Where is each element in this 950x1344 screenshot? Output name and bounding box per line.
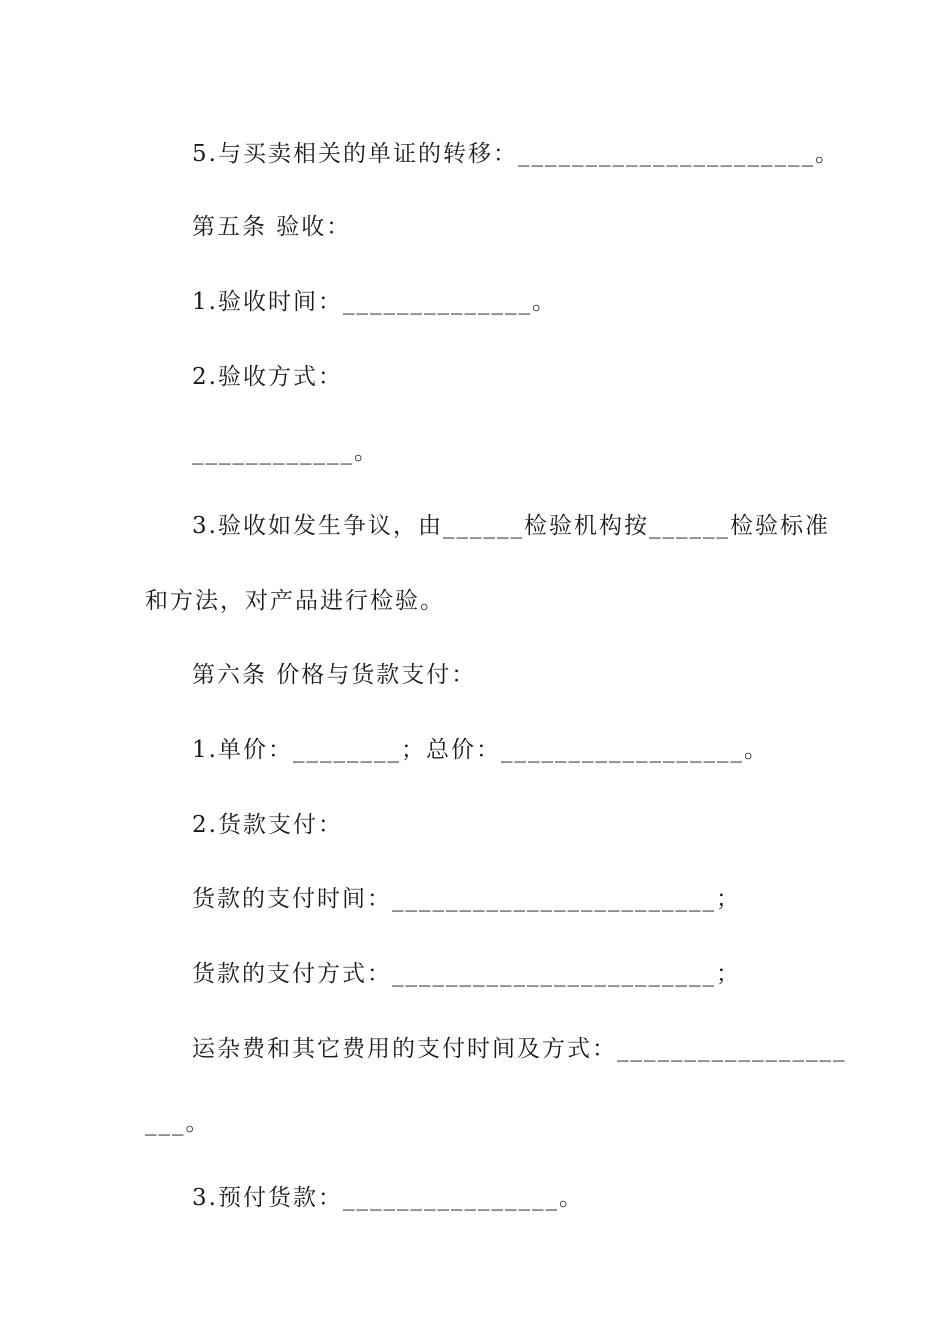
article-six-heading: 第六条 价格与货款支付： — [192, 662, 477, 688]
inspection-method-blank: ____________。 — [192, 439, 379, 465]
clause-freight-payment-cont: ___。 — [145, 1110, 211, 1136]
clause-inspection-dispute-cont: 和方法，对产品进行检验。 — [145, 588, 445, 614]
clause-inspection-time: 1.验收时间：______________。 — [192, 289, 557, 315]
clause-payment: 2.货款支付： — [192, 812, 343, 838]
clause-payment-time: 货款的支付时间：________________________； — [192, 886, 741, 912]
article-five-heading: 第五条 验收： — [192, 214, 352, 240]
clause-prepayment: 3.预付货款：________________。 — [192, 1185, 584, 1211]
clause-unit-total-price: 1.单价：________；总价：__________________。 — [192, 737, 769, 763]
clause-inspection-dispute: 3.验收如发生争议，由______检验机构按______检验标准 — [192, 513, 830, 539]
clause-inspection-method: 2.验收方式： — [192, 364, 343, 390]
clause-payment-method: 货款的支付方式：________________________； — [192, 961, 741, 987]
clause-freight-payment: 运杂费和其它费用的支付时间及方式：_________________ — [192, 1036, 847, 1062]
clause-document-transfer: 5.与买卖相关的单证的转移：______________________。 — [192, 141, 840, 167]
